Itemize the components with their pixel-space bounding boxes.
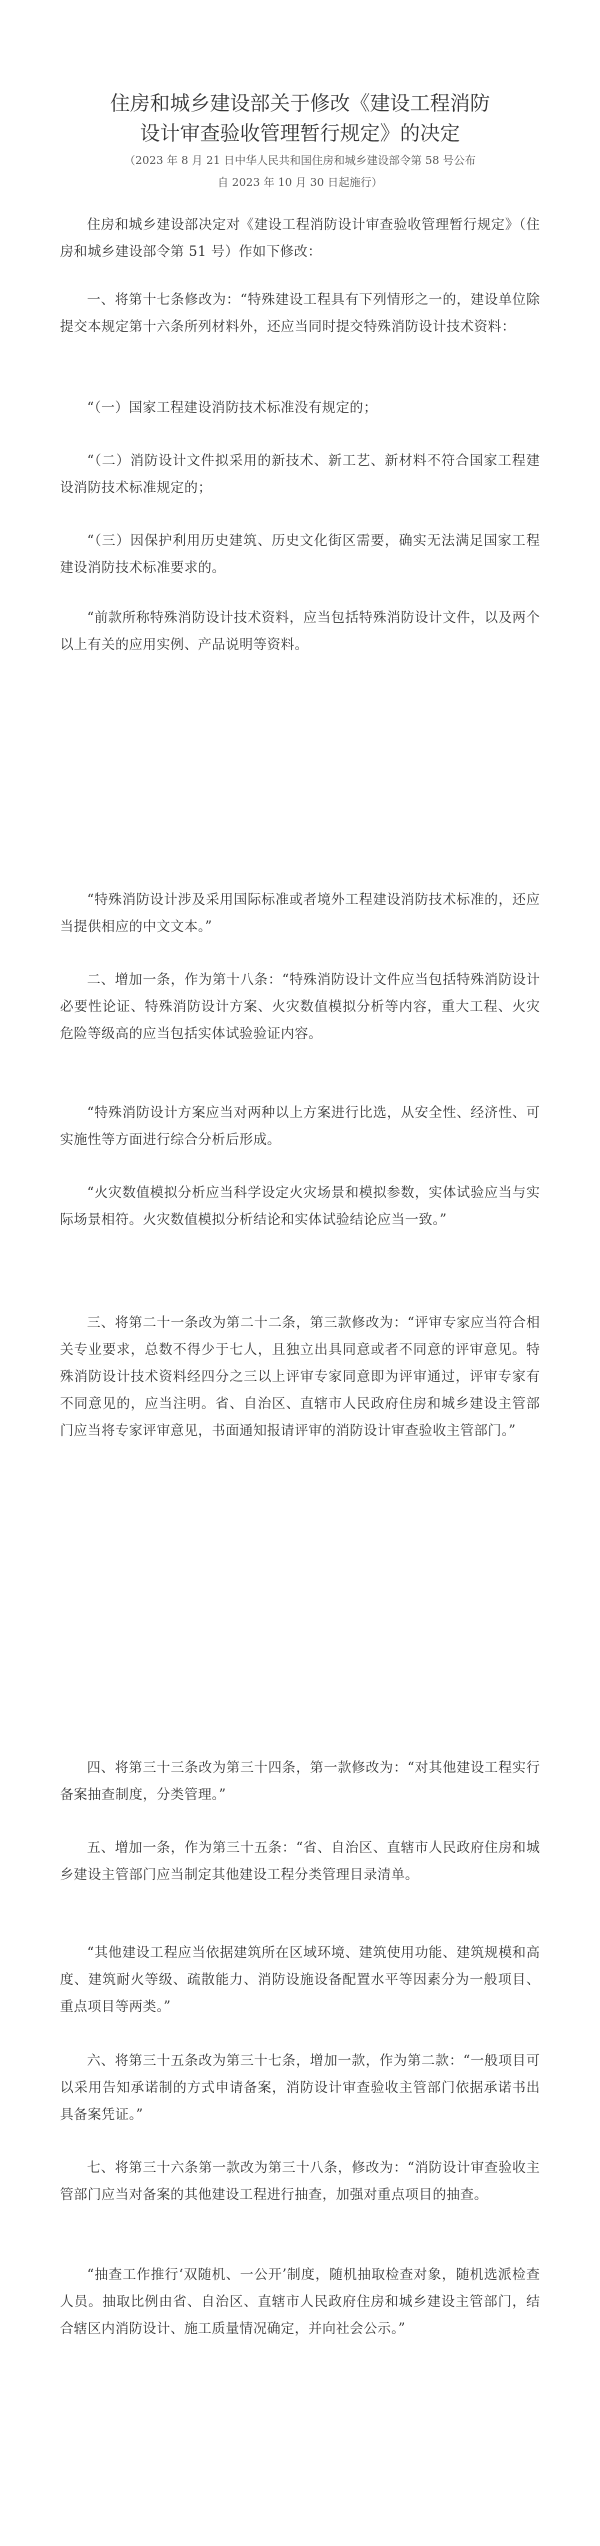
- paragraph-article-1-item-1: “（一）国家工程建设消防技术标准没有规定的；: [87, 400, 378, 416]
- paragraph-article-5: 五、增加一条，作为第三十五条：“省、自治区、直辖市人民政府住房和城乡建设主管部门应当制定其他建设工程分类管理目录清单。: [60, 1840, 540, 1883]
- paragraph-article-1-item-2: “（二）消防设计文件拟采用的新技术、新工艺、新材料不符合国家工程建设消防技术标准规定的；: [60, 453, 540, 496]
- document-title-line-1: 住房和城乡建设部关于修改《建设工程消防: [110, 91, 490, 115]
- paragraph-article-7: 七、将第三十六条第一款改为第三十八条，修改为：“消防设计审查验收主管部门应当对备案的其他建设工程进行抽查，加强对重点项目的抽查。: [60, 2160, 540, 2203]
- paragraph-article-1-definition: “前款所称特殊消防设计技术资料，应当包括特殊消防设计文件，以及两个以上有关的应用实例、产品说明等资料。: [60, 610, 540, 653]
- paragraph-article-1-foreign-standard: “特殊消防设计涉及采用国际标准或者境外工程建设消防技术标准的，还应当提供相应的中文文本。”: [60, 892, 540, 935]
- paragraph-article-1-item-3: “（三）因保护利用历史建筑、历史文化街区需要，确实无法满足国家工程建设消防技术标准要求的。: [60, 533, 540, 576]
- document-subtitle-line-1: （2023 年 8 月 21 日中华人民共和国住房和城乡建设部令第 58 号公布: [124, 154, 476, 167]
- paragraph-article-1: 一、将第十七条修改为：“特殊建设工程具有下列情形之一的，建设单位除提交本规定第十六条所列材料外，还应当同时提交特殊消防设计技术资料：: [60, 292, 540, 335]
- paragraph-article-7-double-random: “抽查工作推行‘双随机、一公开’制度，随机抽取检查对象，随机选派检查人员。抽取比例由省、自治区、直辖市人民政府住房和城乡建设主管部门，结合辖区内消防设计、施工质量情况确定，并向社会公示。”: [60, 2267, 540, 2337]
- paragraph-article-4: 四、将第三十三条改为第三十四条，第一款修改为：“对其他建设工程实行备案抽查制度，分类管理。”: [60, 1760, 540, 1803]
- paragraph-article-6: 六、将第三十五条改为第三十七条，增加一款，作为第二款：“一般项目可以采用告知承诺制的方式申请备案，消防设计审查验收主管部门依据承诺书出具备案凭证。”: [60, 2053, 540, 2123]
- paragraph-article-2-scheme: “特殊消防设计方案应当对两种以上方案进行比选，从安全性、经济性、可实施性等方面进行综合分析后形成。: [60, 1105, 540, 1148]
- paragraph-intro: 住房和城乡建设部决定对《建设工程消防设计审查验收管理暂行规定》（住房和城乡建设部令第 51 号）作如下修改：: [60, 217, 540, 260]
- paragraph-article-2: 二、增加一条，作为第十八条：“特殊消防设计文件应当包括特殊消防设计必要性论证、特殊消防设计方案、火灾数值模拟分析等内容，重大工程、火灾危险等级高的应当包括实体试验验证内容。: [60, 972, 540, 1042]
- document-subtitle-line-2: 自 2023 年 10 月 30 日起施行）: [217, 176, 383, 189]
- paragraph-article-3: 三、将第二十一条改为第二十二条，第三款修改为：“评审专家应当符合相关专业要求，总数不得少于七人，且独立出具同意或者不同意的评审意见。特殊消防设计技术资料经四分之三以上评审专家同意即为评审通过，评审专家有不同意见的，应当注明。省、自治区、直辖市人民政府住房和城乡建设主管部门应当将专家评审意见，书面通知报请评审的消防设计审查验收主管部门。”: [60, 1315, 540, 1439]
- paragraph-article-5-classification: “其他建设工程应当依据建筑所在区域环境、建筑使用功能、建筑规模和高度、建筑耐火等级、疏散能力、消防设施设备配置水平等因素分为一般项目、重点项目等两类。”: [60, 1945, 540, 2015]
- document-title-line-2: 设计审查验收管理暂行规定》的决定: [140, 121, 460, 145]
- paragraph-article-2-simulation: “火灾数值模拟分析应当科学设定火灾场景和模拟参数，实体试验应当与实际场景相符。火灾数值模拟分析结论和实体试验结论应当一致。”: [60, 1185, 540, 1228]
